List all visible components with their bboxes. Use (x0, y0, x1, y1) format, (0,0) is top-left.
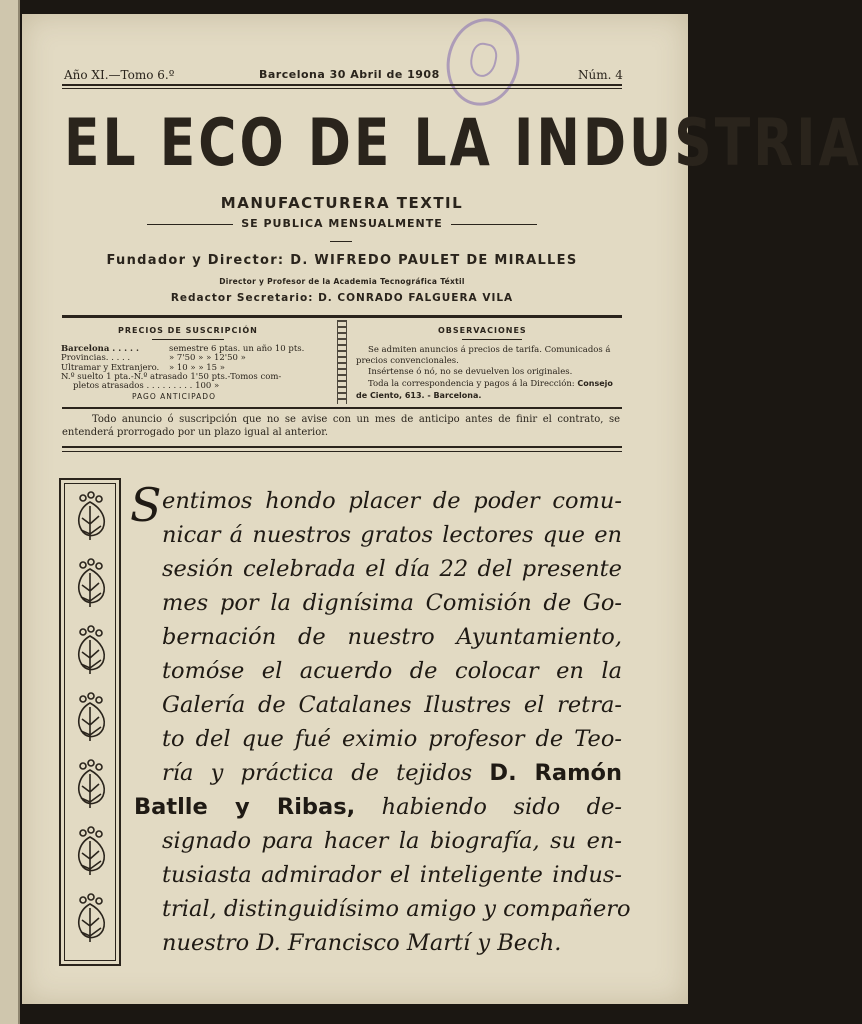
article-line: ría y práctica de tejidos D. Ramón (162, 760, 622, 786)
header-rule-top (62, 84, 622, 86)
floral-ornament-icon (69, 622, 111, 680)
price-row: N.º suelto 1 pta.-N.º atrasado 1'50 pts.-Tomos com- (61, 371, 282, 382)
masthead-title: EL ECO DE LA INDUSTRIA (64, 106, 862, 181)
article-line: nicar á nuestros gratos lectores que en (162, 522, 622, 548)
contract-notice: Todo anuncio ó suscripción que no se avise con un mes de anticipo antes de finir el contrato, se entenderá prorrogado por un plazo igual al anterior. (62, 414, 620, 438)
article-line: sesión celebrada el día 22 del presente (162, 556, 622, 582)
redactor-line: Redactor Secretario: D. CONRADO FALGUERA VILA (170, 292, 514, 304)
prices-heading-rule (152, 339, 224, 340)
issue-number: Núm. 4 (578, 68, 623, 82)
price-row: Provincias. . . . . » 7'50 » » 12'50 » (61, 353, 246, 364)
article-line: trial, distinguidísimo amigo y compañero (162, 896, 631, 922)
observation-line: Se admiten anuncios á precios de tarifa. Comunicados á precios convencionales. (356, 345, 611, 366)
floral-ornament-icon (69, 756, 111, 814)
header-rule-bottom (62, 88, 622, 89)
article-line: Batlle y Ribas, habiendo sido de- (134, 794, 623, 820)
floral-ornament-icon (69, 555, 111, 613)
prices-table (61, 345, 304, 391)
article-line: tusiasta admirador el inteligente indus- (162, 862, 622, 888)
floral-ornament-icon (69, 488, 111, 546)
floral-ornament-icon (69, 823, 111, 881)
honoree-name-part2: Batlle y Ribas, (134, 794, 356, 820)
observation-line: Toda la correspondencia y pagos á la Dirección: Consejo de Ciento, 613. - Barcelona. (356, 379, 613, 400)
ornamental-border (59, 478, 121, 966)
observations-heading-rule (462, 339, 522, 340)
price-row: Ultramar y Extranjero. » 10 » » 15 » (61, 362, 225, 373)
book-spine (0, 0, 20, 1024)
drop-cap: S (130, 478, 162, 532)
payment-note: PAGO ANTICIPADO (132, 392, 216, 401)
article-line: bernación de nuestro Ayuntamiento, (162, 624, 622, 650)
column-separator (337, 320, 347, 404)
article-line: mes por la dignísima Comisión de Go- (162, 590, 622, 616)
address: Consejo de Ciento, 613. - Barcelona. (356, 379, 613, 400)
volume-info: Año XI.—Tomo 6.º (64, 68, 175, 82)
article-line: to del que fué eximio profesor de Teo- (162, 726, 622, 752)
observations-text (356, 345, 621, 402)
notice-rule-bottom (62, 451, 622, 452)
founder-line: Fundador y Director: D. WIFREDO PAULET DE MIRALLES (106, 253, 578, 268)
article-line: nuestro D. Francisco Martí y Bech. (162, 930, 562, 956)
masthead-subtitle: MANUFACTURERA TEXTIL (220, 194, 464, 212)
honoree-name-part1: D. Ramón (489, 760, 622, 786)
floral-ornament-icon (69, 890, 111, 948)
box-rule-bottom (62, 407, 622, 409)
floral-ornament-icon (69, 689, 111, 747)
article-line: entimos hondo placer de poder comu- (162, 488, 622, 514)
article-body (134, 484, 631, 960)
issue-date: Barcelona 30 Abril de 1908 (259, 68, 440, 81)
article-line: signado para hacer la biografía, su en- (162, 828, 622, 854)
masthead-frequency: SE PUBLICA MENSUALMENTE (64, 217, 620, 230)
prices-heading: PRECIOS DE SUSCRIPCIÓN (118, 326, 258, 335)
price-row: Barcelona . . . . . semestre 6 ptas. un año 10 pts. (61, 344, 305, 354)
observations-heading: OBSERVACIONES (438, 326, 527, 335)
price-row: pletos atrasados . . . . . . . . . 100 » (73, 381, 220, 392)
observation-line: Insértense ó nó, no se devuelven los originales. (368, 367, 573, 377)
divider-dash (330, 241, 352, 242)
article-line: tomóse el acuerdo de colocar en la (162, 658, 622, 684)
director-note: Director y Profesor de la Academia Tecnográfica Téxtil (219, 277, 465, 286)
article-line: Galería de Catalanes Ilustres el retra- (162, 692, 622, 718)
box-rule-top (62, 315, 622, 318)
notice-rule-top (62, 446, 622, 448)
